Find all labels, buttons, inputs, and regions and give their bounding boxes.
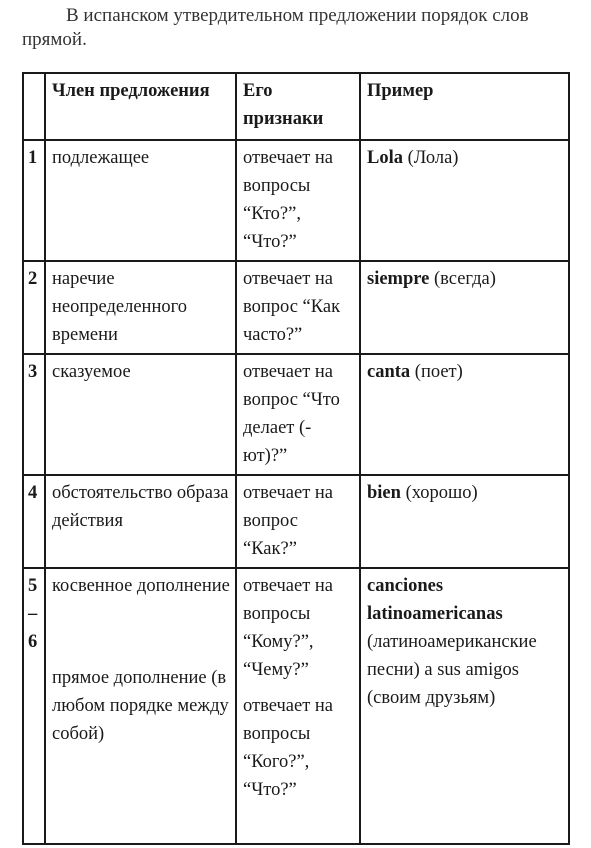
header-signs: Его признаки xyxy=(236,73,360,140)
example-word: siempre xyxy=(367,269,430,289)
signs-spacer xyxy=(243,684,354,692)
member-signs-cell xyxy=(236,568,360,844)
row-number: 2 xyxy=(23,261,45,354)
sentence-member: обстоятельство образа действия xyxy=(45,475,236,568)
header-example: Пример xyxy=(360,73,569,140)
sentence-member-cell xyxy=(45,568,236,844)
sentence-order-table xyxy=(22,72,570,845)
member-signs: отвечает на вопрос “Как часто?” xyxy=(236,261,360,354)
row-number: 3 xyxy=(23,354,45,475)
table-row xyxy=(23,475,569,568)
example-cell xyxy=(360,475,569,568)
row-number: 1 xyxy=(23,140,45,261)
member-signs: отвечает на вопросы “Кто?”, “Что?” xyxy=(236,140,360,261)
table-row xyxy=(23,261,569,354)
table-row xyxy=(23,568,569,844)
example-cell xyxy=(360,568,569,844)
example-cell xyxy=(360,354,569,475)
sentence-member: наречие неопределенного времени xyxy=(45,261,236,354)
table-row xyxy=(23,354,569,475)
member-signs: отвечает на вопрос “Как?” xyxy=(236,475,360,568)
example-translation: (всегда) xyxy=(429,269,496,289)
member-signs: отвечает на вопрос “Что делает (-ют)?” xyxy=(236,354,360,475)
example-word: Lola xyxy=(367,148,403,168)
intro-paragraph: В испанском утвердительном предложении порядок слов прямой. xyxy=(22,5,529,50)
example-translation: (Лола) xyxy=(402,148,459,168)
member-signs: отвечает на вопросы “Кому?”, “Чему?” xyxy=(243,576,334,680)
example-translation: (поет) xyxy=(410,362,463,382)
example-word: canta xyxy=(367,362,411,382)
sentence-member: косвенное дополнение xyxy=(52,576,230,596)
header-num xyxy=(23,73,45,140)
table-row xyxy=(23,140,569,261)
table-header-row xyxy=(23,73,569,140)
example-word: bien xyxy=(367,483,401,503)
sentence-member: сказуемое xyxy=(45,354,236,475)
row-number: 4 xyxy=(23,475,45,568)
example-translation: (латиноамериканские песни) a sus amigos (своим друзьям) xyxy=(367,632,537,708)
member-signs-secondary: отвечает на вопросы “Кого?”, “Что?” xyxy=(243,696,334,800)
header-member: Член предложения xyxy=(45,73,236,140)
example-cell xyxy=(360,140,569,261)
sentence-member: подлежащее xyxy=(45,140,236,261)
sentence-member-secondary: прямое дополнение (в любом порядке между собой) xyxy=(52,668,229,744)
example-translation: (хорошо) xyxy=(400,483,478,503)
example-word: canciones latinoamericanas xyxy=(367,576,503,624)
row-number: 5 – 6 xyxy=(23,568,45,844)
example-cell xyxy=(360,261,569,354)
